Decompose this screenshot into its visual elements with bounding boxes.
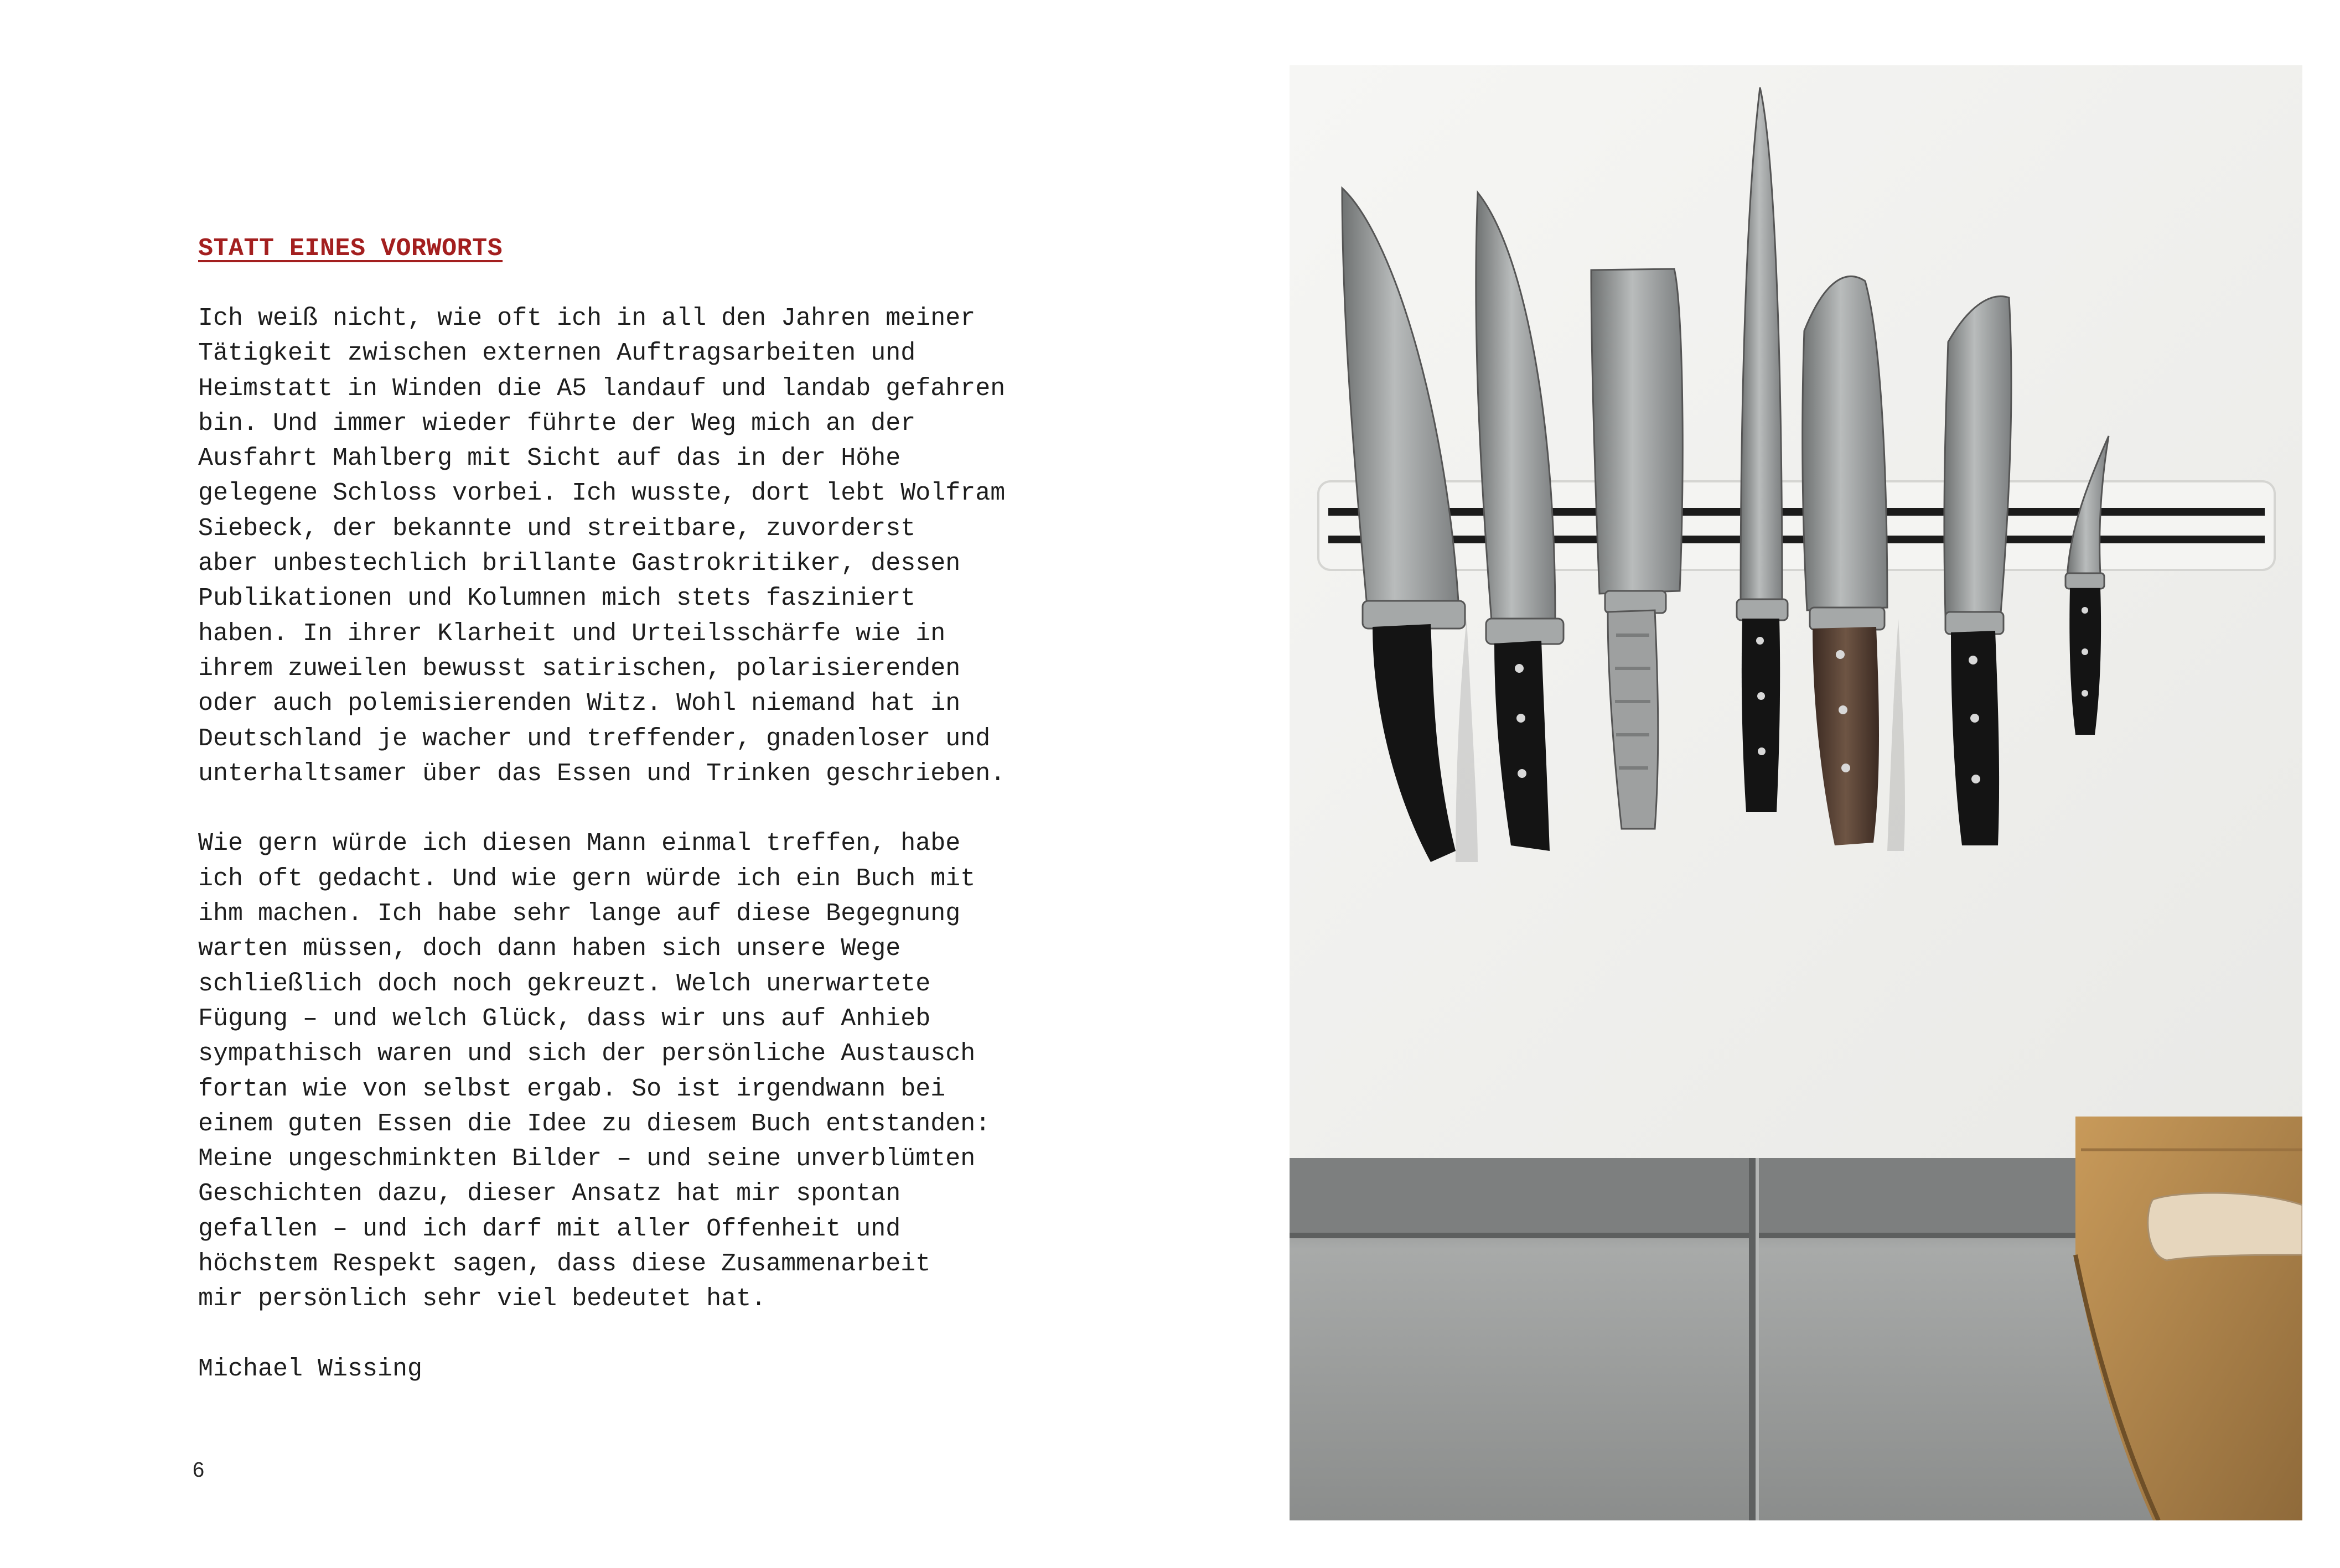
paragraph_2-line: ich oft gedacht. Und wie gern würde ich ein Buch mit xyxy=(198,864,976,893)
page-number: 6 xyxy=(193,1458,205,1482)
knives-on-magnetic-strip-photo xyxy=(1290,65,2302,1520)
paragraph_1-line: ihrem zuweilen bewusst satirischen, polarisierenden xyxy=(198,654,961,683)
paragraph_2-line: warten müssen, doch dann haben sich unsere Wege xyxy=(198,934,901,963)
paragraph_2-line: fortan wie von selbst ergab. So ist irgendwann bei xyxy=(198,1074,946,1103)
paragraph_2-line: sympathisch waren und sich der persönliche Austausch xyxy=(198,1040,976,1068)
paragraph_2-line: gefallen – und ich darf mit aller Offenheit und xyxy=(198,1214,901,1243)
paragraph_1-line: haben. In ihrer Klarheit und Urteilsschärfe wie in xyxy=(198,619,946,648)
paragraph_2-line: Geschichten dazu, dieser Ansatz hat mir spontan xyxy=(198,1180,901,1208)
paragraph_2-line: höchstem Respekt sagen, dass diese Zusammenarbeit xyxy=(198,1250,931,1279)
paragraph_1-line: Deutschland je wacher und treffender, gnadenloser und xyxy=(198,724,991,753)
paragraph_1-line: Tätigkeit zwischen externen Auftragsarbeiten und xyxy=(198,339,916,368)
magnetic-strip xyxy=(1318,481,2275,570)
page-title: STATT EINES VORWORTS xyxy=(198,235,503,263)
paragraph_1-line: Ich weiß nicht, wie oft ich in all den Jahren meiner xyxy=(198,304,976,333)
author-signature: Michael Wissing xyxy=(198,1354,423,1383)
paragraph_1-line: Heimstatt in Winden die A5 landauf und landab gefahren xyxy=(198,374,1006,403)
paragraph_2-line: Fügung – und welch Glück, dass wir uns auf Anhieb xyxy=(198,1004,931,1033)
paragraph_2-line: Wie gern würde ich diesen Mann einmal treffen, habe xyxy=(198,829,961,858)
paragraph_2-line: Meine ungeschminkten Bilder – und seine unverblümten xyxy=(198,1145,976,1174)
paragraph_1-line: bin. Und immer wieder führte der Weg mich an der xyxy=(198,409,916,438)
intro-paragraph-2 xyxy=(198,826,1062,1316)
paragraph_2-line: ihm machen. Ich habe sehr lange auf diese Begegnung xyxy=(198,900,961,928)
paragraph_1-line: oder auch polemisierenden Witz. Wohl niemand hat in xyxy=(198,689,961,718)
paragraph_2-line: mir persönlich sehr viel bedeutet hat. xyxy=(198,1285,767,1313)
paragraph_1-line: aber unbestechlich brillante Gastrokritiker, dessen xyxy=(198,549,961,578)
paragraph_1-line: Siebeck, der bekannte und streitbare, zuvorderst xyxy=(198,514,916,543)
paragraph_1-line: gelegene Schloss vorbei. Ich wusste, dort lebt Wolfram xyxy=(198,479,1006,508)
article-text xyxy=(198,231,1062,1387)
paragraph_2-line: einem guten Essen die Idee zu diesem Buch entstanden: xyxy=(198,1109,991,1138)
paragraph_1-line: unterhaltsamer über das Essen und Trinken geschrieben. xyxy=(198,759,1006,788)
paragraph_2-line: schließlich doch noch gekreuzt. Welch unerwartete xyxy=(198,969,931,998)
intro-paragraph-1 xyxy=(198,301,1062,791)
paragraph_1-line: Ausfahrt Mahlberg mit Sicht auf das in der Höhe xyxy=(198,444,901,473)
paragraph_1-line: Publikationen und Kolumnen mich stets fasziniert xyxy=(198,584,916,613)
